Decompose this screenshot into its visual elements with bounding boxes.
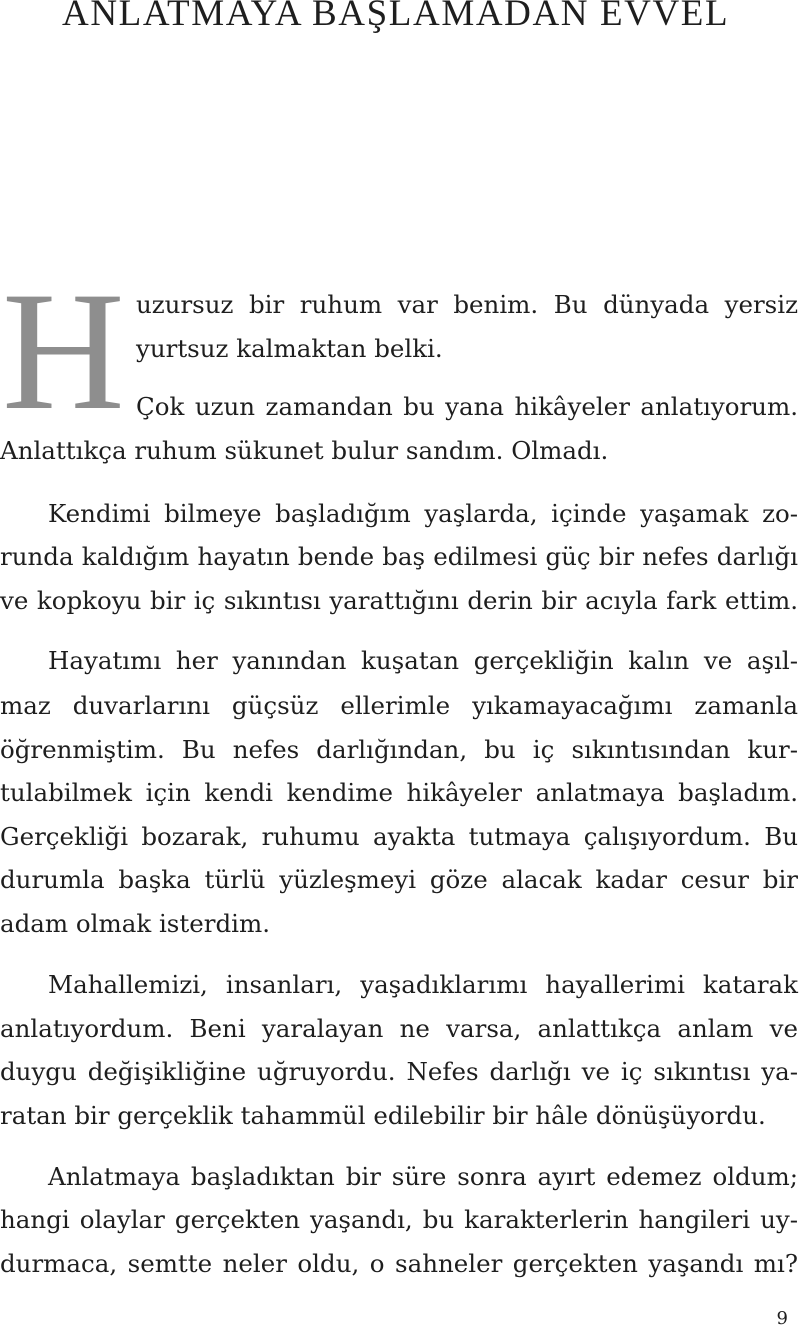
text-line: Çok uzun zamandan bu yana hikâyeler anlatıyorum. [136, 392, 798, 421]
text-line: adam olmak isterdim. [0, 909, 270, 938]
text-line: Anlattıkça ruhum sükunet bulur sandım. Olmadı. [0, 436, 609, 465]
text-line: runda kaldığım hayatın bende baş edilmesi güç bir nefes darlığı [0, 542, 798, 571]
text-line: hangi olaylar gerçekten yaşandı, bu karakterlerin hangileri uy- [0, 1205, 798, 1234]
text-line: ve kopkoyu bir iç sıkıntısı yarattığını derin bir acıyla fark ettim. [0, 586, 798, 615]
text-line: duygu değişikliğine uğruyordu. Nefes darlığı ve iç sıkıntısı ya- [0, 1057, 798, 1086]
text-line: Mahallemizi, insanları, yaşadıklarımı hayallerimi katarak [48, 970, 798, 999]
text-line: uzursuz bir ruhum var benim. Bu dünyada yersiz [136, 290, 798, 319]
text-line: Anlatmaya başladıktan bir süre sonra ayırt edemez oldum; [48, 1162, 798, 1191]
text-line: maz duvarlarını güçsüz ellerimle yıkamayacağımı zamanla [0, 691, 798, 720]
text-line: Hayatımı her yanından kuşatan gerçekliğin kalın ve aşıl- [48, 646, 798, 675]
page-number: 9 [776, 1308, 788, 1329]
text-line: öğrenmiştim. Bu nefes darlığından, bu iç sıkıntısından kur- [0, 735, 798, 764]
text-line: durmaca, semtte neler oldu, o sahneler gerçekten yaşandı mı? [0, 1249, 798, 1278]
text-line: durumla başka türlü yüzleşmeyi göze alacak kadar cesur bir [0, 865, 798, 894]
drop-cap: H [2, 257, 125, 445]
text-line: ratan bir gerçeklik tahammül edilebilir bir hâle dönüşüyordu. [0, 1101, 766, 1130]
text-line: tulabilmek için kendi kendime hikâyeler anlatmaya başladım. [0, 778, 798, 807]
chapter-title: ANLATMAYA BAŞLAMADAN EVVEL [62, 0, 730, 34]
text-line: Gerçekliği bozarak, ruhumu ayakta tutmaya çalışıyordum. Bu [0, 822, 798, 851]
text-line: Kendimi bilmeye başladığım yaşlarda, içinde yaşamak zo- [48, 499, 798, 528]
text-line: yurtsuz kalmaktan belki. [136, 334, 443, 363]
text-line: anlatıyordum. Beni yaralayan ne varsa, anlattıkça anlam ve [0, 1014, 798, 1043]
